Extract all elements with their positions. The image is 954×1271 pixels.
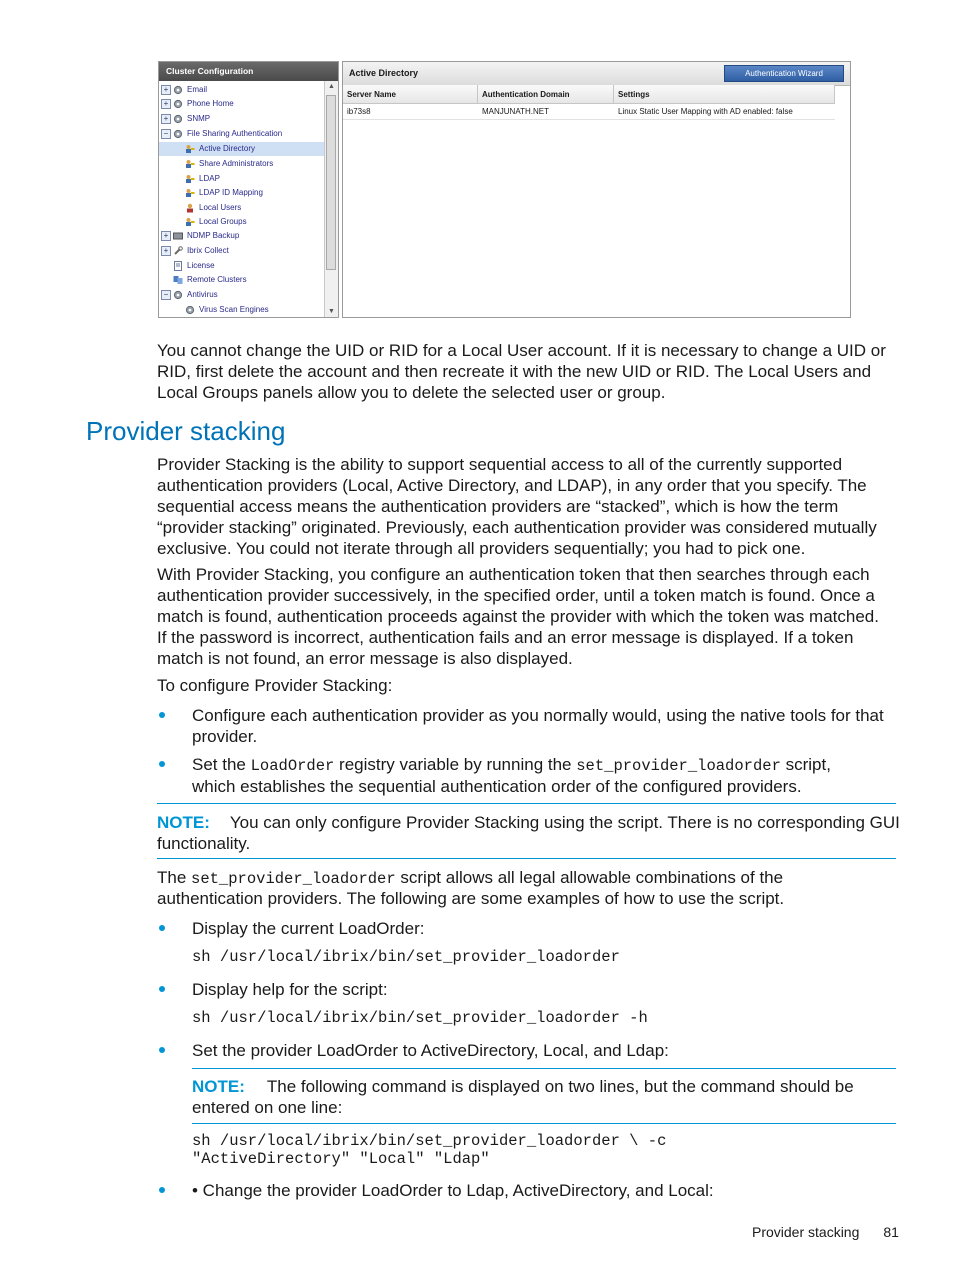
paragraph-3: To configure Provider Stacking:	[157, 676, 393, 695]
column-settings[interactable]: Settings	[614, 85, 835, 104]
note-2-line-1	[192, 1076, 854, 1097]
cell-authentication-domain[interactable]: MANJUNATH.NET	[482, 107, 549, 116]
expand-icon[interactable]: +	[161, 246, 171, 256]
script-name-code: set_provider_loadorder	[191, 870, 396, 888]
tree-item-label: LDAP ID Mapping	[199, 188, 263, 197]
example-4-label: • Change the provider LoadOrder to Ldap, ActiveDirectory, and Local:	[192, 1181, 714, 1200]
tree-item-local-users[interactable]	[159, 201, 325, 215]
expand-icon[interactable]: +	[161, 85, 171, 95]
note-bottom-rule	[192, 1123, 896, 1124]
tree-item-virus-scan-engines[interactable]	[159, 303, 325, 317]
expand-icon[interactable]: +	[161, 114, 171, 124]
tree-item-label: LDAP	[199, 174, 220, 183]
bullet-icon	[159, 712, 165, 718]
user-icon	[185, 203, 195, 213]
tree-item-label: Virus Scan Engines	[199, 305, 269, 314]
example-3-label: Set the provider LoadOrder to ActiveDirectory, Local, and Ldap:	[192, 1041, 669, 1060]
tree-item-label: Antivirus	[187, 290, 218, 299]
tree-item-label: SNMP	[187, 114, 211, 123]
loadorder-code: LoadOrder	[250, 757, 335, 775]
users-key-icon	[185, 188, 195, 198]
intro-paragraph: You cannot change the UID or RID for a Local User account. If it is necessary to change a UID or RID, first delete the account and then recreate it with the new UID or RID. The Local Users and Local Groups panels allow you to delete the selected user or group.	[157, 341, 886, 402]
users-key-icon	[185, 217, 195, 227]
bullet-icon	[159, 761, 165, 767]
table-header	[343, 85, 835, 104]
paragraph-2: With Provider Stacking, you configure an authentication token that then searches through each authentication provider successively, in the specified order, until a token match is found. Once a match is found, authentication proceeds against the provider with which the token was matched. If the password is incorrect, authentication fails and an error message is displayed. If a token match is not found, an error message is also displayed.	[157, 565, 879, 668]
note-top-rule	[192, 1068, 896, 1069]
tree-item-phone-home[interactable]	[159, 97, 325, 111]
note-2-line-2: entered on one line:	[192, 1098, 343, 1117]
collapse-icon[interactable]: −	[161, 290, 171, 300]
tree-item-label: Remote Clusters	[187, 275, 247, 284]
note-1-text: You can only configure Provider Stacking using the script. There is no corresponding GUI	[229, 813, 900, 832]
tree-item-antivirus[interactable]	[159, 288, 325, 302]
wrench-icon	[173, 246, 183, 256]
bullet-2-mid: registry variable by running the	[334, 755, 577, 774]
paragraph-4-line-1	[157, 867, 783, 890]
tree-item-file-sharing-authentication[interactable]	[159, 127, 325, 141]
tree-item-label: Local Users	[199, 203, 242, 212]
note-bottom-rule	[157, 858, 896, 859]
paragraph-4-line-2: authentication providers. The following are some examples of how to use the script.	[157, 889, 785, 908]
page-footer	[752, 1223, 899, 1241]
para-4-post: script allows all legal allowable combinations of the	[395, 868, 784, 887]
bullet-2-line-1	[192, 754, 831, 777]
row-divider	[343, 119, 835, 120]
note-1-line-1	[157, 812, 900, 833]
tree-item-label: Local Groups	[199, 217, 247, 226]
note-2-text: The following command is displayed on two lines, but the command should be	[266, 1077, 854, 1096]
example-1-label: Display the current LoadOrder:	[192, 919, 425, 938]
bullet-icon	[159, 1047, 165, 1053]
tree-item-active-directory[interactable]	[159, 142, 325, 156]
tree-scrollbar[interactable]	[324, 81, 338, 318]
users-key-icon	[185, 144, 195, 154]
tree-item-label: Phone Home	[187, 99, 234, 108]
gear-icon	[185, 305, 195, 315]
tree-item-local-groups[interactable]	[159, 215, 325, 229]
paragraph-1: Provider Stacking is the ability to support sequential access to all of the currently supported authentication providers (Local, Active Directory, and LDAP), in any order that you specify. The sequential access means the authentication providers are “stacked”, which is how the term “provider stacking” originated. Previously, each authentication provider was considered mutually exclusive. You could not iterate through all providers sequentially; you had to pick one.	[157, 455, 877, 558]
expand-icon[interactable]: +	[161, 231, 171, 241]
scroll-down-icon[interactable]: ▼	[328, 308, 335, 315]
bullet-2-pre: Set the	[192, 755, 251, 774]
detail-title: Active Directory	[349, 68, 419, 78]
bullet-icon	[159, 925, 165, 931]
gear-icon	[173, 290, 183, 300]
cell-settings[interactable]: Linux Static User Mapping with AD enabled: false	[618, 107, 793, 116]
detail-header	[343, 62, 850, 86]
tree-item-ldap-id-mapping[interactable]	[159, 186, 325, 200]
tree-item-ndmp-backup[interactable]	[159, 229, 325, 243]
bullet-2-line-2: which establishes the sequential authentication order of the configured providers.	[192, 777, 802, 796]
example-3-code-line-1: sh /usr/local/ibrix/bin/set_provider_loadorder \ -c	[192, 1132, 667, 1150]
page-number: 81	[883, 1224, 899, 1240]
authentication-wizard-button[interactable]: Authentication Wizard	[724, 65, 844, 82]
tree-item-share-administrators[interactable]	[159, 157, 325, 171]
bullet-icon	[159, 1187, 165, 1193]
users-key-icon	[185, 174, 195, 184]
scroll-up-icon[interactable]: ▲	[328, 83, 335, 90]
tree-item-label: Share Administrators	[199, 159, 274, 168]
tree-item-ibrix-collect[interactable]	[159, 244, 325, 258]
example-1-code: sh /usr/local/ibrix/bin/set_provider_loadorder	[192, 948, 620, 966]
bullet-2-post: script,	[780, 755, 831, 774]
tree-item-label: Email	[187, 85, 208, 94]
active-directory-panel	[342, 61, 851, 318]
script-name-code: set_provider_loadorder	[576, 757, 781, 775]
note-label: NOTE:	[192, 1077, 245, 1096]
users-key-icon	[185, 159, 195, 169]
bullet-1-text: Configure each authentication provider as you normally would, using the native tools for that provider.	[192, 706, 884, 746]
tree-item-label: License	[187, 261, 215, 270]
clusters-icon	[173, 275, 183, 285]
column-server-name[interactable]: Server Name	[343, 85, 478, 104]
collapse-icon[interactable]: −	[161, 129, 171, 139]
tree-item-remote-clusters[interactable]	[159, 273, 325, 287]
tree-item-label: Active Directory	[199, 144, 256, 153]
note-label: NOTE:	[157, 813, 210, 832]
example-2-code: sh /usr/local/ibrix/bin/set_provider_loadorder -h	[192, 1009, 648, 1027]
tape-icon	[173, 231, 183, 241]
gear-icon	[173, 85, 183, 95]
tree-item-snmp[interactable]	[159, 112, 325, 126]
gear-icon	[173, 129, 183, 139]
tree-item-label: NDMP Backup	[187, 231, 240, 240]
cell-server-name[interactable]: ib73s8	[347, 107, 371, 116]
scroll-thumb[interactable]	[326, 95, 336, 270]
gear-icon	[173, 114, 183, 124]
column-authentication-domain[interactable]: Authentication Domain	[478, 85, 614, 104]
note-1-line-2: functionality.	[157, 834, 251, 853]
tree-item-email[interactable]	[159, 83, 325, 97]
tree-header: Cluster Configuration	[159, 62, 338, 81]
document-icon	[173, 261, 183, 271]
example-3-code-line-2: "ActiveDirectory" "Local" "Ldap"	[192, 1150, 490, 1168]
bullet-icon	[159, 986, 165, 992]
example-2-label: Display help for the script:	[192, 980, 388, 999]
section-title: Provider stacking	[86, 416, 286, 446]
para-4-pre: The	[157, 868, 192, 887]
tree-item-label: Ibrix Collect	[187, 246, 229, 255]
tree-item-ldap[interactable]	[159, 172, 325, 186]
gui-screenshot	[158, 61, 852, 319]
tree-item-label: File Sharing Authentication	[187, 129, 283, 138]
expand-icon[interactable]: +	[161, 99, 171, 109]
cluster-configuration-tree	[158, 61, 339, 318]
note-top-rule	[157, 803, 896, 804]
gear-icon	[173, 99, 183, 109]
footer-section: Provider stacking	[752, 1224, 860, 1240]
tree-item-license[interactable]	[159, 259, 325, 273]
